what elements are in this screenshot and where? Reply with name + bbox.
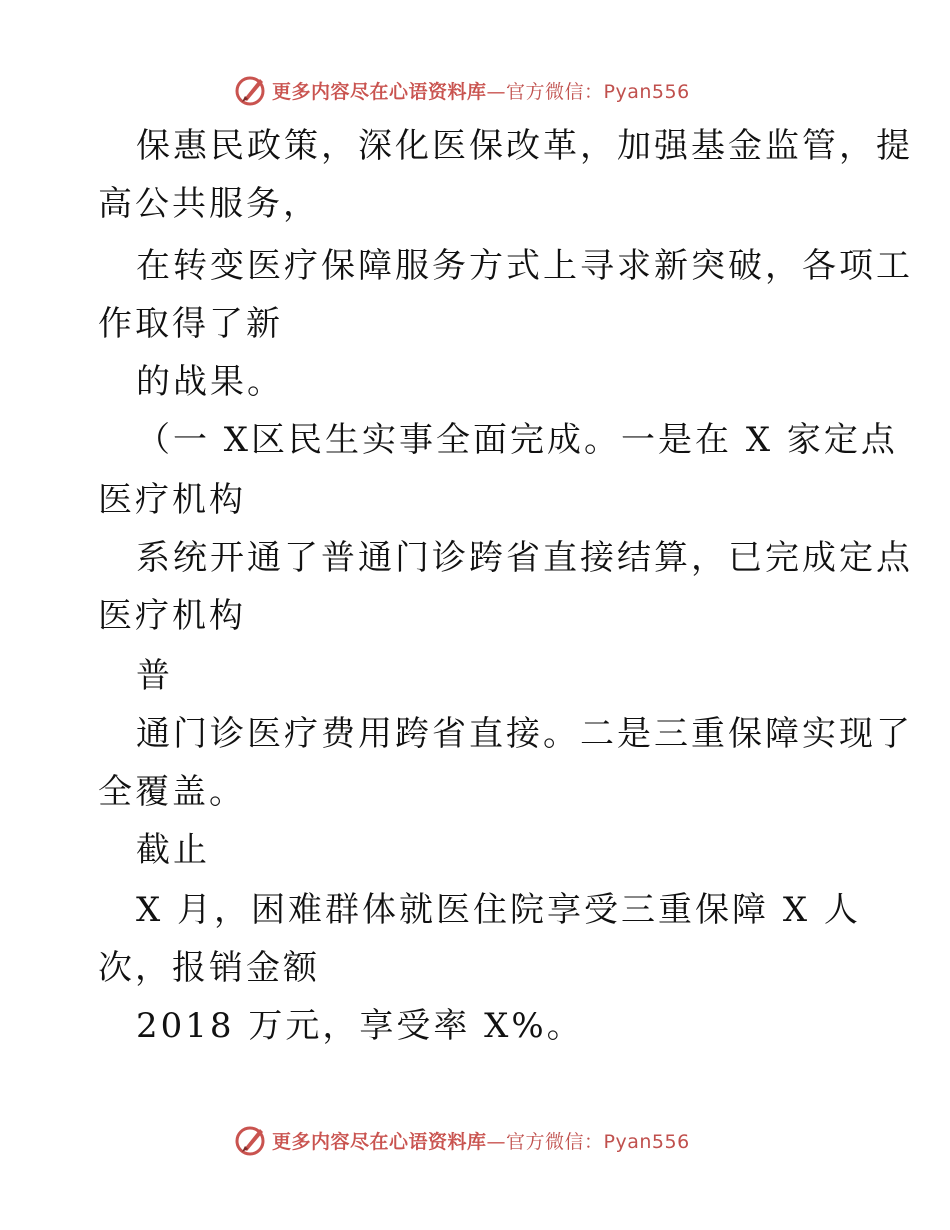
body-line: 医疗机构 — [98, 480, 246, 520]
body-line: 全覆盖。 — [98, 772, 246, 812]
body-line: 通门诊医疗费用跨省直接。二是三重保障实现了 — [136, 714, 913, 754]
body-line: 的战果。 — [136, 362, 284, 402]
quill-logo-icon — [234, 1123, 268, 1157]
body-line: 2018 万元，享受率 X%。 — [136, 1006, 584, 1046]
body-line: （一 X区民生实事全面完成。一是在 X 家定点 — [136, 420, 898, 460]
watermark-wechat-label: 官方微信： — [506, 80, 604, 103]
body-line: 截止 — [136, 830, 210, 870]
body-line: X 月，困难群体就医住院享受三重保障 X 人 — [136, 890, 861, 930]
header-watermark — [234, 72, 734, 108]
watermark-wechat-id: Pyan556 — [603, 80, 690, 103]
watermark-dash: — — [486, 1130, 507, 1153]
watermark-dash: — — [486, 80, 507, 103]
body-line: 普 — [136, 656, 173, 696]
body-line: 医疗机构 — [98, 596, 246, 636]
watermark-wechat-label: 官方微信： — [506, 1130, 604, 1153]
body-line: 系统开通了普通门诊跨省直接结算，已完成定点 — [136, 538, 913, 578]
watermark-wechat-id: Pyan556 — [603, 1130, 690, 1153]
watermark-main-text: 更多内容尽在心语资料库 — [272, 1130, 487, 1153]
body-line: 高公共服务， — [98, 184, 320, 224]
body-line: 次，报销金额 — [98, 948, 320, 988]
body-line: 在转变医疗保障服务方式上寻求新突破，各项工 — [136, 246, 913, 286]
footer-watermark — [234, 1122, 734, 1158]
quill-logo-icon — [234, 73, 268, 107]
watermark-main-text: 更多内容尽在心语资料库 — [272, 80, 487, 103]
body-line: 作取得了新 — [98, 304, 283, 344]
body-line: 保惠民政策，深化医保改革，加强基金监管，提 — [136, 126, 913, 166]
